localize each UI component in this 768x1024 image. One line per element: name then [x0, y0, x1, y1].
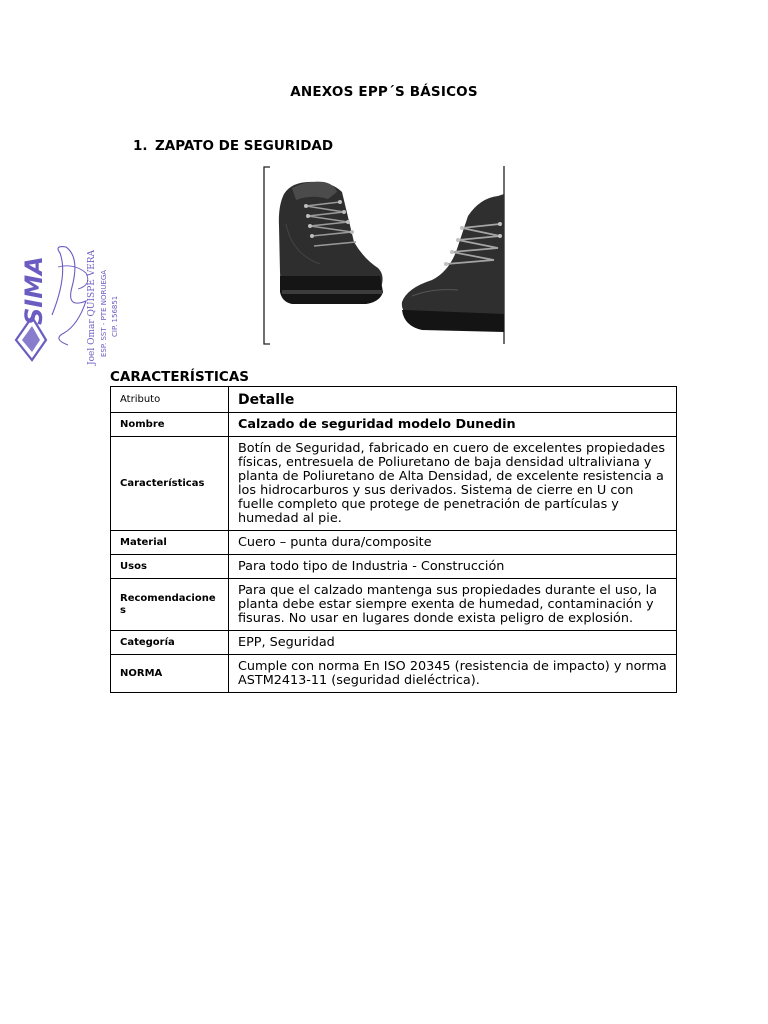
row-attribute: NORMA — [111, 655, 229, 693]
detail-header: Detalle — [229, 387, 677, 413]
table-row — [111, 437, 677, 531]
row-attribute: Recomendaciones — [111, 579, 229, 631]
section-heading — [133, 138, 333, 154]
section-number: 1. — [133, 138, 148, 154]
attribute-header: Atributo — [111, 387, 229, 413]
row-value: Botín de Seguridad, fabricado en cuero de excelentes propiedades físicas, entresuela de Poliuretano de baja densidad ultraliviana y planta de Poliuretano de Alta Densidad, de excelente resistencia a los hidrocarburos y sus derivados. Sistema de cierre en U con fuelle completo que protege de penetración de partículas y humedad al pie. — [229, 437, 677, 531]
table-row — [111, 655, 677, 693]
stamp-line-3: CIP. 156851 — [111, 295, 119, 337]
table-row — [111, 631, 677, 655]
row-value: Cuero – punta dura/composite — [229, 531, 677, 555]
row-value: Para todo tipo de Industria - Construcción — [229, 555, 677, 579]
stamp-line-1: Joel Omar QUISPE VERA — [87, 249, 97, 365]
table-row — [111, 531, 677, 555]
row-attribute: Categoría — [111, 631, 229, 655]
row-attribute: Nombre — [111, 413, 229, 437]
row-attribute: Usos — [111, 555, 229, 579]
safety-boot-image — [262, 164, 506, 346]
stamp-logo: SIMA — [20, 256, 48, 325]
characteristics-table — [110, 386, 677, 693]
row-value: Cumple con norma En ISO 20345 (resistencia de impacto) y norma ASTM2413-11 (seguridad dieléctrica). — [229, 655, 677, 693]
characteristics-heading: CARACTERÍSTICAS — [110, 369, 249, 385]
row-value: Para que el calzado mantenga sus propiedades durante el uso, la planta debe estar siempre exenta de humedad, contaminación y fisuras. No usar en lugares donde exista peligro de explosión. — [229, 579, 677, 631]
table-row — [111, 413, 677, 437]
company-stamp-seal — [8, 205, 120, 375]
row-value: EPP, Seguridad — [229, 631, 677, 655]
row-attribute: Material — [111, 531, 229, 555]
stamp-line-2: ESP. SST - PTE NORUEGA — [100, 269, 108, 357]
page-title: ANEXOS EPP´S BÁSICOS — [290, 84, 478, 100]
section-title: ZAPATO DE SEGURIDAD — [155, 138, 334, 154]
row-attribute: Características — [111, 437, 229, 531]
table-header-row — [111, 387, 677, 413]
table-row — [111, 555, 677, 579]
row-value: Calzado de seguridad modelo Dunedin — [229, 413, 677, 437]
table-row — [111, 579, 677, 631]
